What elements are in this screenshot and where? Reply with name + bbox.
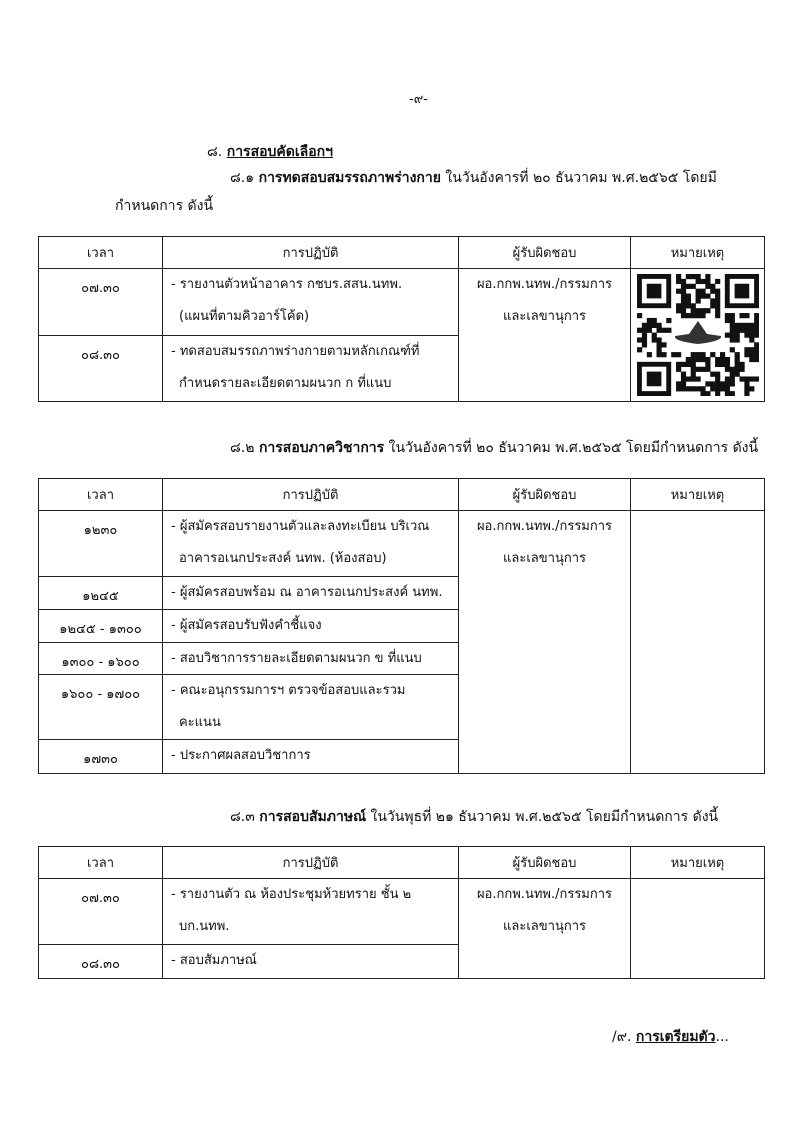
header-responsible: ผู้รับผิดชอบ (459, 237, 631, 269)
s2-table (38, 478, 765, 774)
qr-module (641, 323, 646, 328)
action-line: - คณะอนุกรรมการฯ ตรวจข้อสอบและรวม (171, 683, 406, 698)
qr-module (685, 298, 690, 303)
qr-module (754, 342, 759, 347)
qr-module (695, 386, 700, 391)
qr-module (685, 357, 690, 362)
qr-module (749, 333, 754, 338)
qr-module (680, 308, 685, 313)
qr-module (661, 352, 666, 357)
footer-suffix: ... (715, 1029, 729, 1045)
qr-module (754, 357, 759, 362)
qr-module (734, 328, 739, 333)
qr-module (695, 367, 700, 372)
qr-module (729, 391, 734, 396)
table-row (39, 269, 765, 336)
qr-module (676, 362, 681, 367)
responsible-cell (459, 269, 631, 402)
action-line: - สอบวิชาการรายละเอียดตามผนวก ข ที่แนบ (171, 651, 422, 666)
qr-module (715, 303, 720, 308)
qr-module (700, 289, 705, 294)
table-header (39, 237, 765, 269)
qr-logo-icon (674, 321, 720, 344)
qr-module (754, 318, 759, 323)
qr-module (724, 318, 729, 323)
header-remark: หมายเหตุ (631, 479, 765, 511)
time-cell: ๑๓๐๐ - ๑๖๐๐ (39, 643, 163, 675)
qr-module (719, 362, 724, 367)
s3-heading (230, 806, 718, 828)
qr-module (739, 376, 744, 381)
qr-module (700, 313, 705, 318)
s2-heading (230, 437, 758, 459)
action-line: กำหนดรายละเอียดตามผนวก ก ที่แนบ (179, 376, 392, 391)
qr-module (744, 376, 749, 381)
action-cell (163, 879, 459, 945)
qr-module (729, 323, 734, 328)
qr-module (666, 318, 671, 323)
qr-module (661, 328, 666, 333)
qr-module (695, 294, 700, 299)
qr-module (754, 352, 759, 357)
qr-module (734, 337, 739, 342)
qr-module (734, 357, 739, 362)
table-row (39, 511, 765, 577)
qr-module (680, 376, 685, 381)
qr-module (661, 342, 666, 347)
qr-module (729, 372, 734, 377)
qr-module (715, 279, 720, 284)
time-cell: ๑๖๐๐ - ๑๗๐๐ (39, 675, 163, 740)
qr-module (734, 367, 739, 372)
qr-module (690, 313, 695, 318)
qr-module (700, 279, 705, 284)
qr-module (685, 294, 690, 299)
section-heading (207, 141, 333, 163)
s3-title: การสอบสัมภาษณ์ (259, 809, 367, 825)
qr-module (656, 352, 661, 357)
header-action: การปฏิบัติ (163, 847, 459, 879)
time-cell: ๐๗.๓๐ (39, 879, 163, 945)
qr-module (734, 284, 749, 299)
qr-module (685, 303, 690, 308)
qr-module (651, 323, 656, 328)
qr-module (695, 279, 700, 284)
qr-module (715, 386, 720, 391)
qr-module (685, 284, 690, 289)
qr-module (641, 337, 646, 342)
time-cell: ๐๘.๓๐ (39, 336, 163, 402)
s3-number: ๘.๓ (230, 809, 255, 825)
qr-module (705, 284, 710, 289)
qr-module (656, 347, 661, 352)
header-responsible: ผู้รับผิดชอบ (459, 479, 631, 511)
qr-module (734, 362, 739, 367)
qr-module (744, 381, 749, 386)
qr-module (646, 328, 651, 333)
s1-title: การทดสอบสมรรถภาพร่างกาย (258, 170, 441, 186)
footer-title: การเตรียมตัว (635, 1029, 716, 1045)
qr-module (695, 357, 700, 362)
qr-module (734, 333, 739, 338)
qr-module (705, 362, 710, 367)
qr-module (676, 367, 681, 372)
qr-module (646, 323, 651, 328)
time-cell: ๑๗๓๐ (39, 740, 163, 774)
table-header (39, 479, 765, 511)
header-time: เวลา (39, 237, 163, 269)
time-cell: ๐๗.๓๐ (39, 269, 163, 336)
responsible-cell (459, 879, 631, 979)
qr-module (715, 362, 720, 367)
qr-module (690, 284, 695, 289)
qr-module (690, 362, 695, 367)
qr-module (729, 318, 734, 323)
qr-module (685, 362, 690, 367)
action-cell (163, 675, 459, 740)
qr-module (680, 372, 685, 377)
qr-module (749, 347, 754, 352)
qr-module (739, 313, 744, 318)
qr-module (754, 313, 759, 318)
qr-module (656, 328, 661, 333)
qr-module (705, 381, 710, 386)
qr-module (705, 357, 710, 362)
qr-module (690, 308, 695, 313)
header-action: การปฏิบัติ (163, 479, 459, 511)
qr-module (685, 313, 690, 318)
qr-module (744, 352, 749, 357)
qr-module (715, 381, 720, 386)
qr-module (724, 367, 729, 372)
qr-module (695, 298, 700, 303)
qr-module (719, 357, 724, 362)
qr-module (754, 347, 759, 352)
qr-module (656, 337, 661, 342)
qr-module (651, 333, 656, 338)
time-cell: ๑๒๔๕ (39, 577, 163, 610)
qr-module (646, 372, 661, 387)
qr-module (680, 294, 685, 299)
s1-table (38, 236, 765, 402)
qr-module (710, 284, 715, 289)
qr-module (710, 298, 715, 303)
qr-module (739, 328, 744, 333)
responsible-line: ผอ.กกพ.นทพ./กรรมการ (476, 519, 613, 534)
action-cell (163, 511, 459, 577)
remark-cell (631, 269, 765, 402)
header-remark: หมายเหตุ (631, 237, 765, 269)
qr-module (676, 386, 681, 391)
qr-module (724, 386, 729, 391)
qr-module (700, 367, 705, 372)
qr-module (637, 347, 642, 352)
qr-module (695, 376, 700, 381)
qr-module (744, 333, 749, 338)
qr-module (734, 352, 739, 357)
qr-module (744, 386, 749, 391)
qr-module (646, 284, 661, 299)
s1-heading-line2: กำหนดการ ดังนี้ (115, 198, 214, 214)
action-line: - รายงานตัวหน้าอาคาร กชบร.สสน.นทพ. (171, 277, 403, 292)
qr-module (749, 328, 754, 333)
qr-module (690, 367, 695, 372)
responsible-line: และเลขานุการ (503, 919, 586, 934)
qr-module (724, 376, 729, 381)
qr-module (754, 323, 759, 328)
qr-module (729, 337, 734, 342)
remark-cell (631, 511, 765, 774)
time-cell: ๑๒๔๕ - ๑๓๐๐ (39, 610, 163, 643)
table-row (39, 879, 765, 945)
qr-module (729, 328, 734, 333)
qr-module (690, 357, 695, 362)
page-number: -๙- (409, 92, 428, 107)
action-line: - ประกาศผลสอบวิชาการ (171, 748, 311, 763)
action-line: อาคารอเนกประสงค์ นทพ. (ห้องสอบ) (179, 551, 387, 566)
qr-module (710, 386, 715, 391)
section-number: ๘. (207, 144, 223, 160)
qr-module (715, 391, 720, 396)
qr-module (680, 386, 685, 391)
qr-module (739, 367, 744, 372)
responsible-line: ผอ.กกพ.นทพ./กรรมการ (476, 887, 613, 902)
qr-module (729, 333, 734, 338)
action-cell (163, 336, 459, 402)
footer-continuation (612, 1026, 729, 1048)
qr-module (690, 376, 695, 381)
qr-module (676, 381, 681, 386)
qr-module (676, 303, 681, 308)
qr-module (749, 357, 754, 362)
qr-module (715, 289, 720, 294)
s2-date: ในวันอังคารที่ ๒๐ ธันวาคม พ.ศ.๒๕๖๕ โดยมีกำหนดการ ดังนี้ (384, 440, 759, 456)
qr-module (754, 328, 759, 333)
responsible-line: และเลขานุการ (503, 551, 586, 566)
qr-module (705, 367, 710, 372)
qr-module (715, 376, 720, 381)
responsible-line: ผอ.กกพ.นทพ./กรรมการ (476, 277, 613, 292)
qr-module (705, 391, 710, 396)
action-line: - สอบสัมภาษณ์ (171, 953, 257, 968)
footer-prefix: /๙. (612, 1029, 636, 1045)
remark-cell (631, 879, 765, 979)
qr-module (637, 313, 642, 318)
qr-module (641, 328, 646, 333)
time-cell: ๑๒๓๐ (39, 511, 163, 577)
qr-module (749, 352, 754, 357)
qr-module (700, 391, 705, 396)
qr-module (680, 279, 685, 284)
qr-module (680, 381, 685, 386)
responsible-cell (459, 511, 631, 774)
qr-module (744, 323, 749, 328)
qr-module (637, 337, 642, 342)
header-action: การปฏิบัติ (163, 237, 459, 269)
qr-module (651, 318, 656, 323)
qr-module (724, 362, 729, 367)
qr-module (637, 328, 642, 333)
header-remark: หมายเหตุ (631, 847, 765, 879)
qr-module (715, 308, 720, 313)
qr-module (690, 372, 695, 377)
qr-module (744, 313, 749, 318)
qr-module (695, 308, 700, 313)
action-cell (163, 577, 459, 610)
qr-module (695, 274, 700, 279)
qr-module (705, 279, 710, 284)
qr-module (724, 313, 729, 318)
s2-title: การสอบภาควิชาการ (258, 440, 385, 456)
qr-module (690, 386, 695, 391)
qr-module (676, 289, 681, 294)
section-title: การสอบคัดเลือกฯ (226, 144, 333, 160)
header-time: เวลา (39, 479, 163, 511)
qr-module (700, 294, 705, 299)
qr-module (705, 294, 710, 299)
action-line: คะแนน (179, 715, 221, 730)
qr-module (656, 323, 661, 328)
action-cell (163, 945, 459, 979)
time-cell: ๐๘.๓๐ (39, 945, 163, 979)
qr-module (656, 342, 661, 347)
qr-module (715, 357, 720, 362)
qr-module (685, 274, 690, 279)
s2-number: ๘.๒ (230, 440, 255, 456)
qr-module (739, 323, 744, 328)
qr-module (676, 274, 681, 279)
header-responsible: ผู้รับผิดชอบ (459, 847, 631, 879)
qr-module (749, 323, 754, 328)
qr-module (700, 352, 705, 357)
table-header (39, 847, 765, 879)
qr-module (695, 289, 700, 294)
qr-module (729, 313, 734, 318)
action-line: - ผู้สมัครสอบพร้อม ณ อาคารอเนกประสงค์ นทพ. (171, 585, 443, 600)
qr-module (715, 372, 720, 377)
qr-module (676, 352, 681, 357)
qr-module (719, 352, 724, 357)
qr-module (749, 337, 754, 342)
qr-module (646, 352, 651, 357)
qr-module (641, 333, 646, 338)
qr-module (680, 313, 685, 318)
qr-module (724, 333, 729, 338)
qr-module (754, 333, 759, 338)
qr-module (700, 386, 705, 391)
action-line: - ผู้สมัครสอบรายงานตัวและลงทะเบียน บริเวณ (171, 519, 430, 534)
qr-module (744, 328, 749, 333)
qr-module (739, 362, 744, 367)
s1-number: ๘.๑ (230, 170, 255, 186)
qr-module (680, 284, 685, 289)
s3-date: ในวันพุธที่ ๒๑ ธันวาคม พ.ศ.๒๕๖๕ โดยมีกำหนดการ ดังนี้ (366, 809, 719, 825)
qr-module (690, 303, 695, 308)
qr-module (666, 328, 671, 333)
qr-module (646, 318, 651, 323)
qr-module (680, 303, 685, 308)
qr-module (729, 376, 734, 381)
qr-module (710, 303, 715, 308)
qr-module (710, 352, 715, 357)
qr-module (724, 381, 729, 386)
qr-module (705, 308, 710, 313)
qr-module (744, 347, 749, 352)
qr-module (719, 386, 724, 391)
qr-module (680, 289, 685, 294)
qr-module (676, 308, 681, 313)
qr-module (641, 342, 646, 347)
responsible-line: และเลขานุการ (503, 309, 586, 324)
qr-module (715, 298, 720, 303)
qr-module (680, 298, 685, 303)
action-cell (163, 610, 459, 643)
qr-module (695, 352, 700, 357)
action-line: บก.นทพ. (179, 919, 230, 934)
qr-code-icon[interactable] (637, 274, 759, 396)
qr-module (710, 289, 715, 294)
qr-module (680, 362, 685, 367)
qr-module (700, 357, 705, 362)
qr-module (729, 347, 734, 352)
action-line: - ทดสอบสมรรถภาพร่างกายตามหลักเกณฑ์ที่ (171, 344, 420, 359)
s1-date: ในวันอังคารที่ ๒๐ ธันวาคม พ.ศ.๒๕๖๕ โดยมี (440, 170, 717, 186)
qr-module (710, 372, 715, 377)
qr-module (749, 386, 754, 391)
qr-module (734, 372, 739, 377)
qr-module (676, 279, 681, 284)
qr-module (695, 313, 700, 318)
qr-module (690, 274, 695, 279)
s3-table (38, 846, 765, 979)
qr-module (729, 381, 734, 386)
action-cell (163, 740, 459, 774)
qr-module (719, 381, 724, 386)
action-line: - ผู้สมัครสอบรับฟังคำชี้แจง (171, 618, 322, 633)
qr-module (651, 337, 656, 342)
header-time: เวลา (39, 847, 163, 879)
qr-module (705, 274, 710, 279)
qr-module (715, 294, 720, 299)
action-cell (163, 269, 459, 336)
qr-module (749, 376, 754, 381)
qr-module (710, 381, 715, 386)
qr-module (754, 376, 759, 381)
qr-module (734, 323, 739, 328)
s1-heading (230, 167, 717, 189)
qr-module (724, 357, 729, 362)
action-line: (แผนที่ตามคิวอาร์โค้ด) (179, 309, 310, 324)
qr-module (700, 308, 705, 313)
qr-module (729, 367, 734, 372)
qr-module (715, 313, 720, 318)
qr-module (690, 352, 695, 357)
qr-module (685, 386, 690, 391)
qr-module (744, 391, 749, 396)
qr-module (724, 391, 729, 396)
qr-module (671, 352, 676, 357)
action-cell (163, 643, 459, 675)
qr-module (685, 376, 690, 381)
action-line: - รายงานตัว ณ ห้องประชุมห้วยทราย ชั้น ๒ (171, 887, 412, 902)
